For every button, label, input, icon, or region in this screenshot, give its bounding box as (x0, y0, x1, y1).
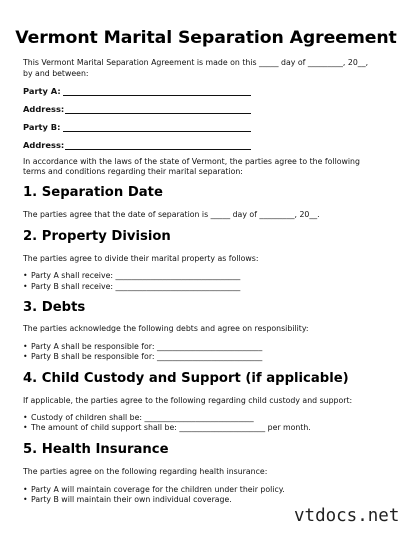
party-a-address-blank[interactable] (65, 113, 251, 114)
section-text-debts: The parties acknowledge the following debts and agree on responsibility: (23, 324, 309, 333)
preamble-line-2: terms and conditions regarding their marital separation: (23, 167, 243, 176)
intro-line-2: by and between: (23, 69, 89, 78)
section-heading-child-custody: 4. Child Custody and Support (if applicable) (23, 371, 349, 386)
section-text-health-insurance: The parties agree on the following regarding health insurance: (23, 467, 268, 476)
section-text-separation-date: The parties agree that the date of separation is _____ day of _________, 20__. (23, 210, 320, 219)
party-a-address-label: Address: (23, 104, 65, 114)
section-heading-health-insurance: 5. Health Insurance (23, 442, 169, 457)
section-text-property-division: The parties agree to divide their marital property as follows: (23, 254, 259, 263)
section-heading-debts: 3. Debts (23, 300, 86, 315)
party-b-address-label: Address: (23, 140, 65, 150)
preamble-line-1: In accordance with the laws of the state of Vermont, the parties agree to the following (23, 157, 360, 166)
section-heading-separation-date: 1. Separation Date (23, 185, 163, 200)
list-item: • The amount of child support shall be: ______________________ per month. (31, 423, 311, 432)
watermark: vtdocs.net (294, 506, 400, 526)
party-b-address-blank[interactable] (65, 149, 251, 150)
party-b-label: Party B: (23, 122, 61, 132)
intro-line-1: This Vermont Marital Separation Agreement is made on this _____ day of _________, 20__, (23, 58, 369, 67)
document-title: Vermont Marital Separation Agreement (15, 28, 397, 48)
list-item: • Party B shall be responsible for: ___________________________ (31, 352, 262, 361)
list-item: • Party B will maintain their own individual coverage. (31, 495, 232, 504)
party-a-blank[interactable] (63, 95, 251, 96)
section-text-child-custody: If applicable, the parties agree to the following regarding child custody and support: (23, 396, 353, 405)
section-heading-property-division: 2. Property Division (23, 229, 171, 244)
party-a-label: Party A: (23, 86, 61, 96)
party-b-blank[interactable] (63, 131, 251, 132)
list-item: • Party B shall receive: ________________________________ (31, 282, 240, 291)
list-item: • Party A will maintain coverage for the children under their policy. (31, 485, 285, 494)
list-item: • Party A shall be responsible for: ___________________________ (31, 342, 262, 351)
list-item: • Party A shall receive: ________________________________ (31, 271, 240, 280)
list-item: • Custody of children shall be: ____________________________ (31, 413, 254, 422)
